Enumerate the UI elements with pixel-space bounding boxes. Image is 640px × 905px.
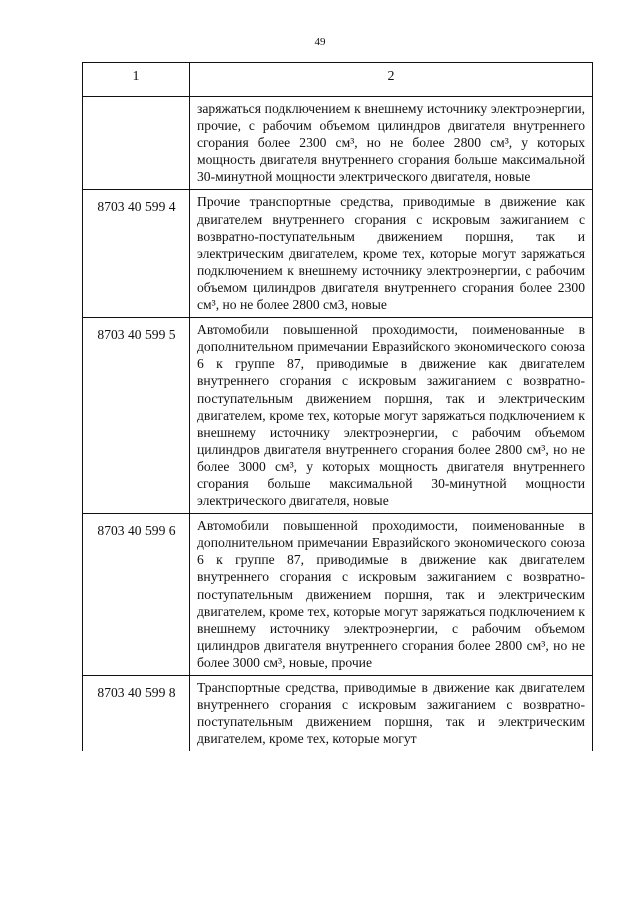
table-row <box>83 190 593 318</box>
tariff-code: 8703 40 599 8 <box>83 676 190 752</box>
column-header-description: 2 <box>190 63 593 97</box>
tariff-code: 8703 40 599 6 <box>83 514 190 676</box>
table-row <box>83 676 593 752</box>
table-row <box>83 97 593 190</box>
table-row <box>83 514 593 676</box>
tariff-description: Автомобили повышенной проходимости, поименованные в дополнительном примечании Евразийского экономического союза 6 к группе 87, приводимые в движение как двигателем внутреннего сгорания с искровым зажиганием с возвратно-поступательным движением поршня, так и электрическим двигателем, кроме тех, которые могут заряжаться подключением к внешнему источнику электроэнергии, с рабочим объемом цилиндров двигателя внутреннего сгорания более 2800 см³, но не более 3000 см³, новые, прочие <box>190 514 593 676</box>
column-header-code: 1 <box>83 63 190 97</box>
tariff-code: 8703 40 599 5 <box>83 318 190 514</box>
table-header-row <box>83 63 593 97</box>
tariff-description: заряжаться подключением к внешнему источнику электроэнергии, прочие, с рабочим объемом цилиндров двигателя внутреннего сгорания более 2300 см³, но не более 2800 см³, у которых мощность двигателя внутреннего сгорания больше максимальной 30-минутной мощности электрического двигателя, новые <box>190 97 593 190</box>
tariff-code <box>83 97 190 190</box>
page-number: 49 <box>314 36 326 48</box>
tariff-code: 8703 40 599 4 <box>83 190 190 318</box>
tariff-description: Транспортные средства, приводимые в движение как двигателем внутреннего сгорания с искровым зажиганием с возвратно-поступательным движением поршня, так и электрическим двигателем, кроме тех, которые могут <box>190 676 593 752</box>
tariff-table <box>82 62 593 751</box>
tariff-description: Автомобили повышенной проходимости, поименованные в дополнительном примечании Евразийского экономического союза 6 к группе 87, приводимые в движение как двигателем внутреннего сгорания с искровым зажиганием с возвратно-поступательным движением поршня, так и электрическим двигателем, кроме тех, которые могут заряжаться подключением к внешнему источнику электроэнергии, с рабочим объемом цилиндров двигателя внутреннего сгорания более 2800 см³, но не более 3000 см³, у которых мощность двигателя внутреннего сгорания больше максимальной 30-минутной мощности электрического двигателя, новые <box>190 318 593 514</box>
tariff-description: Прочие транспортные средства, приводимые в движение как двигателем внутреннего сгорания с искровым зажиганием с возвратно-поступательным движением поршня, так и электрическим двигателем, кроме тех, которые могут заряжаться подключением к внешнему источнику электроэнергии, с рабочим объемом цилиндров двигателя внутреннего сгорания более 2300 см³, но не более 2800 см3, новые <box>190 190 593 318</box>
table-row <box>83 318 593 514</box>
